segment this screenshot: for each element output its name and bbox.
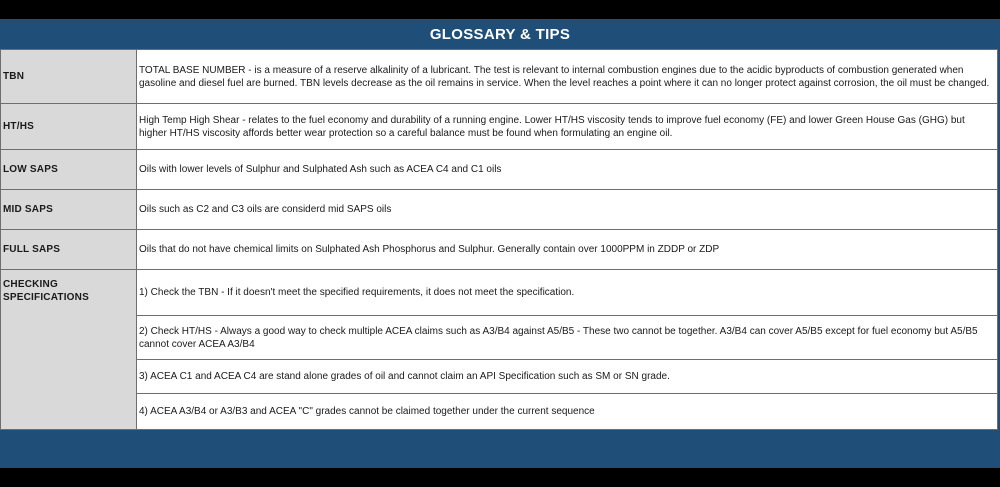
table-row <box>1 190 998 230</box>
table-row <box>1 394 998 430</box>
glossary-table <box>0 49 998 430</box>
checking-item: 2) Check HT/HS - Always a good way to check multiple ACEA claims such as A3/B4 against A5/B5 - These two cannot be together. A3/B4 can cover A5/B5 except for fuel economy but A5/B5 cannot cover ACEA A3/B4 <box>137 316 998 360</box>
glossary-title: GLOSSARY & TIPS <box>0 19 1000 49</box>
table-row <box>1 360 998 394</box>
term-cell: FULL SAPS <box>1 230 137 270</box>
checking-item: 1) Check the TBN - If it doesn't meet the specified requirements, it does not meet the specification. <box>137 270 998 316</box>
term-cell: HT/HS <box>1 104 137 150</box>
checking-item: 3) ACEA C1 and ACEA C4 are stand alone grades of oil and cannot claim an API Specification such as SM or SN grade. <box>137 360 998 394</box>
term-cell: LOW SAPS <box>1 150 137 190</box>
definition-cell: TOTAL BASE NUMBER - is a measure of a reserve alkalinity of a lubricant. The test is relevant to internal combustion engines due to the acidic byproducts of combustion generated when gasoline and diesel fuel are burned. TBN levels decrease as the oil remains in service. When the level reaches a point where it can no longer protect against corrosion, the oil must be changed. <box>137 50 998 104</box>
glossary-sheet <box>0 19 1000 468</box>
definition-cell: Oils with lower levels of Sulphur and Sulphated Ash such as ACEA C4 and C1 oils <box>137 150 998 190</box>
table-row <box>1 230 998 270</box>
term-cell-checking-specifications: CHECKING SPECIFICATIONS <box>1 270 137 430</box>
definition-cell: Oils that do not have chemical limits on Sulphated Ash Phosphorus and Sulphur. Generally contain over 1000PPM in ZDDP or ZDP <box>137 230 998 270</box>
definition-cell: High Temp High Shear - relates to the fuel economy and durability of a running engine. Lower HT/HS viscosity tends to improve fuel economy (FE) and lower Green House Gas (GHG) but higher HT/HS viscosity affords better wear protection so a careful balance must be found when formulating an engine oil. <box>137 104 998 150</box>
table-row <box>1 316 998 360</box>
definition-cell: Oils such as C2 and C3 oils are considerd mid SAPS oils <box>137 190 998 230</box>
term-cell: MID SAPS <box>1 190 137 230</box>
table-row <box>1 150 998 190</box>
table-row <box>1 104 998 150</box>
checking-item: 4) ACEA A3/B4 or A3/B3 and ACEA "C" grades cannot be claimed together under the current sequence <box>137 394 998 430</box>
table-row <box>1 270 998 316</box>
table-row <box>1 50 998 104</box>
term-cell: TBN <box>1 50 137 104</box>
